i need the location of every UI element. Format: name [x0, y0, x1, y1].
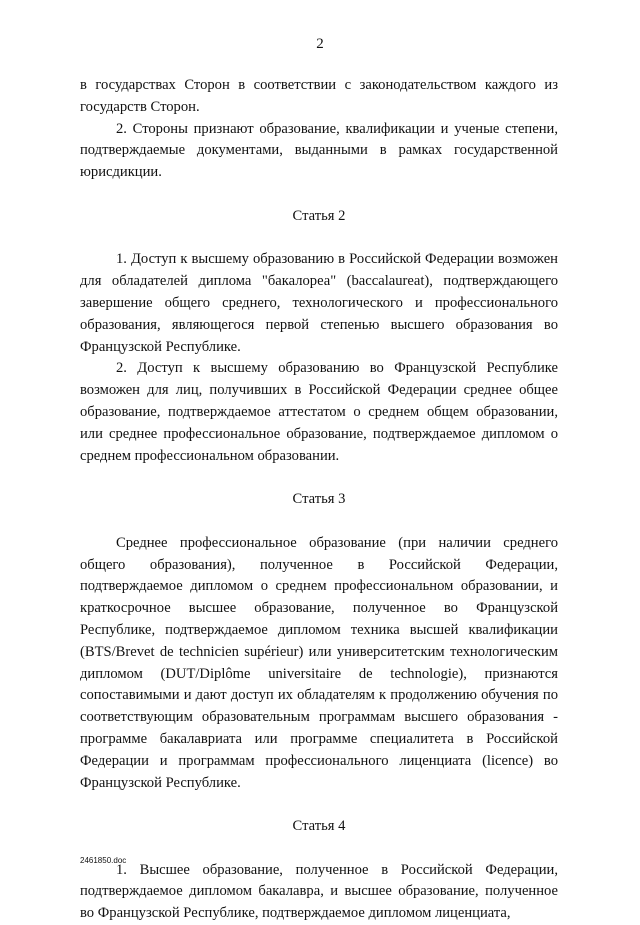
file-name-footer: 2461850.doc	[80, 856, 127, 865]
paragraph-article2-item2: 2. Доступ к высшему образованию во Французской Республике возможен для лиц, получивших в Российской Федерации среднее общее образование, подтверждаемое аттестатом о среднем общем образовании, или среднее профессиональное образование, подтверждаемое дипломом о среднем профессиональном образовании.	[80, 360, 558, 464]
paragraph-article3: Среднее профессиональное образование (при наличии среднего общего образования), полученное в Российской Федерации, подтверждаемое дипломом о среднем профессиональном образовании, и краткосрочное высшее образование, полученное во Французской Республике, подтверждаемое дипломом техника высшей квалификации (BTS/Brevet de technicien supérieur) или университетским технологическим дипломом (DUT/Diplôme universitaire de technologie), признаются сопоставимыми и дают доступ их обладателям к продолжению обучения по соответствующим образовательным программам высшего образования - программе бакалавриата или программе специалитета в Российской Федерации и программам профессионального лиценциата (licence) во Французской Республике.	[80, 534, 558, 791]
page-number: 2	[316, 36, 324, 52]
paragraph-article4-item1: 1. Высшее образование, полученное в Российской Федерации, подтверждаемое дипломом бакалавра, и высшее образование, полученное во Французской Республике, подтверждаемое дипломом лиценциата,	[80, 861, 558, 922]
paragraph-article1-item2: 2. Стороны признают образование, квалификации и ученые степени, подтверждаемые документами, выданными в рамках государственной юрисдикции.	[80, 120, 558, 181]
article-2-heading: Статья 2	[292, 207, 346, 224]
paragraph-article2-item1: 1. Доступ к высшему образованию в Российской Федерации возможен для обладателей диплома "бакалореа" (baccalaureat), подтверждающего завершение общего среднего, технологического и профессионального образования, являющегося первой степенью высшего образования во Французской Республике.	[80, 251, 558, 355]
document-body	[80, 75, 558, 925]
article-4-heading: Статья 4	[292, 818, 346, 835]
paragraph-continuation: в государствах Сторон в соответствии с законодательством каждого из государств Сторон.	[80, 77, 558, 115]
article-3-heading: Статья 3	[292, 491, 346, 508]
